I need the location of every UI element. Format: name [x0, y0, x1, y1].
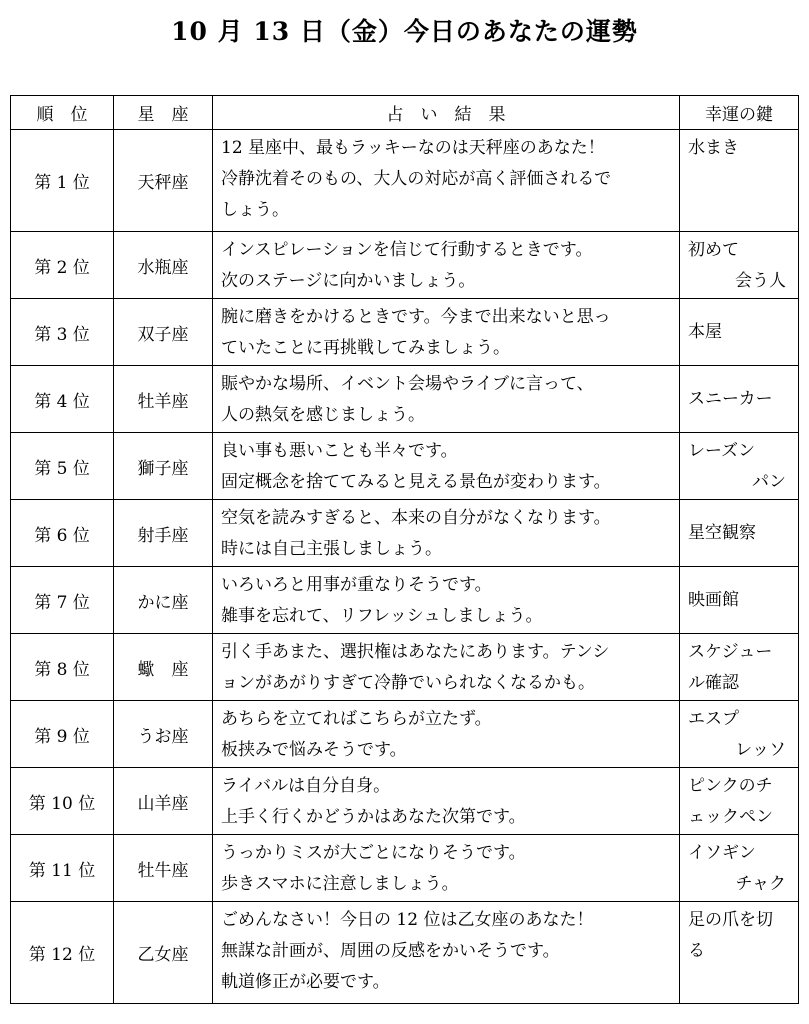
sign-cell: 双子座 — [114, 299, 213, 366]
key-cell — [680, 433, 799, 500]
table-row — [11, 433, 799, 500]
key-line: 会う人 — [735, 271, 786, 291]
table-row — [11, 701, 799, 768]
key-line: イソギン — [688, 843, 756, 863]
result-line: 固定概念を捨ててみると見える景色が変わります。 — [221, 472, 611, 492]
result-cell — [213, 567, 680, 634]
key-cell — [680, 701, 799, 768]
rank-cell: 第 5 位 — [11, 433, 114, 500]
key-cell — [680, 366, 799, 433]
result-line: 時には自己主張しましょう。 — [221, 539, 442, 559]
rank-cell: 第 12 位 — [11, 902, 114, 1004]
rank-cell: 第 11 位 — [11, 835, 114, 902]
rank-cell: 第 4 位 — [11, 366, 114, 433]
page-title: 10 月 13 日（金）今日のあなたの運勢 — [171, 17, 638, 46]
result-line: 良い事も悪いことも半々です。 — [221, 441, 458, 461]
key-cell — [680, 299, 799, 366]
key-line: パン — [752, 472, 786, 492]
result-cell — [213, 500, 680, 567]
result-line: 次のステージに向かいましょう。 — [221, 271, 476, 291]
sign-cell: 蠍 座 — [114, 634, 213, 701]
key-line: 初めて — [688, 240, 739, 260]
key-line: レーズン — [688, 441, 756, 461]
result-line: しょう。 — [221, 200, 289, 220]
rank-cell: 第 2 位 — [11, 232, 114, 299]
result-cell — [213, 701, 680, 768]
result-cell — [213, 768, 680, 835]
key-cell — [680, 567, 799, 634]
key-line: 本屋 — [688, 321, 722, 342]
table-row — [11, 366, 799, 433]
table-row — [11, 130, 799, 232]
key-line: スケジュー — [688, 642, 773, 662]
header-rank: 順 位 — [11, 96, 114, 130]
result-line: うっかりミスが大ごとになりそうです。 — [221, 843, 526, 863]
result-line: インスピレーションを信じて行動するときです。 — [221, 240, 593, 260]
key-line: レッソ — [735, 740, 786, 760]
sign-cell: 山羊座 — [114, 768, 213, 835]
result-cell — [213, 232, 680, 299]
key-cell — [680, 902, 799, 1004]
key-line: ェックペン — [688, 807, 773, 827]
key-line: 映画館 — [688, 589, 739, 610]
header-row — [11, 96, 799, 130]
key-line: ル確認 — [688, 673, 739, 693]
sign-cell: 射手座 — [114, 500, 213, 567]
key-cell — [680, 835, 799, 902]
result-cell — [213, 634, 680, 701]
table-row — [11, 232, 799, 299]
table-row — [11, 634, 799, 701]
header-sign: 星 座 — [114, 96, 213, 130]
result-line: 12 星座中、最もラッキーなのは天秤座のあなた！ — [221, 138, 605, 158]
fortune-table — [10, 95, 799, 1004]
rank-cell: 第 3 位 — [11, 299, 114, 366]
result-cell — [213, 130, 680, 232]
key-cell — [680, 634, 799, 701]
key-cell — [680, 232, 799, 299]
result-line: いろいろと用事が重なりそうです。 — [221, 575, 492, 595]
result-line: 歩きスマホに注意しましょう。 — [221, 874, 459, 894]
table-row — [11, 768, 799, 835]
table-row — [11, 902, 799, 1004]
sign-cell: 獅子座 — [114, 433, 213, 500]
key-cell — [680, 768, 799, 835]
table-row — [11, 500, 799, 567]
key-line: 水まき — [688, 138, 739, 158]
sign-cell: うお座 — [114, 701, 213, 768]
rank-cell: 第 8 位 — [11, 634, 114, 701]
result-line: 賑やかな場所、イベント会場やライブに言って、 — [221, 374, 594, 394]
key-cell — [680, 500, 799, 567]
result-cell — [213, 902, 680, 1004]
key-line: ピンクのチ — [688, 776, 773, 796]
result-line: 上手く行くかどうかはあなた次第です。 — [221, 807, 526, 827]
sign-cell: 水瓶座 — [114, 232, 213, 299]
rank-cell: 第 9 位 — [11, 701, 114, 768]
sign-cell: 天秤座 — [114, 130, 213, 232]
result-line: ョンがあがりすぎて冷静でいられなくなるかも。 — [221, 673, 595, 693]
key-line: エスプ — [688, 709, 739, 729]
result-line: 空気を読みすぎると、本来の自分がなくなります。 — [221, 508, 611, 528]
result-line: 雑事を忘れて、リフレッシュしましょう。 — [221, 606, 543, 626]
result-cell — [213, 835, 680, 902]
result-line: 引く手あまた、選択権はあなたにあります。テンシ — [221, 642, 610, 662]
rank-cell: 第 10 位 — [11, 768, 114, 835]
result-line: 腕に磨きをかけるときです。今まで出来ないと思っ — [221, 307, 611, 327]
rank-cell: 第 7 位 — [11, 567, 114, 634]
table-row — [11, 835, 799, 902]
result-line: ライバルは自分自身。 — [221, 776, 391, 796]
result-line: あちらを立てればこちらが立たず。 — [221, 709, 492, 729]
sign-cell: かに座 — [114, 567, 213, 634]
result-line: 軌道修正が必要です。 — [221, 972, 390, 992]
result-line: 無謀な計画が、周囲の反感をかいそうです。 — [221, 941, 560, 961]
key-line: 星空観察 — [688, 522, 756, 543]
result-line: ごめんなさい！今日の 12 位は乙女座のあなた！ — [221, 910, 594, 930]
header-result: 占 い 結 果 — [213, 96, 680, 130]
sign-cell: 牡羊座 — [114, 366, 213, 433]
table-row — [11, 299, 799, 366]
key-line: 足の爪を切 — [688, 910, 773, 930]
rank-cell: 第 1 位 — [11, 130, 114, 232]
result-line: ていたことに再挑戦してみましょう。 — [221, 338, 510, 358]
header-key: 幸運の鍵 — [680, 96, 799, 130]
sign-cell: 牡牛座 — [114, 835, 213, 902]
key-line: チャク — [735, 874, 786, 894]
result-line: 冷静沈着そのもの、大人の対応が高く評価されるで — [221, 169, 612, 189]
key-line: る — [688, 941, 705, 961]
key-cell — [680, 130, 799, 232]
key-line: スニーカー — [688, 388, 773, 409]
rank-cell: 第 6 位 — [11, 500, 114, 567]
sign-cell: 乙女座 — [114, 902, 213, 1004]
result-cell — [213, 433, 680, 500]
result-cell — [213, 366, 680, 433]
table-row — [11, 567, 799, 634]
result-cell — [213, 299, 680, 366]
result-line: 人の熱気を感じましょう。 — [221, 405, 425, 425]
result-line: 板挟みで悩みそうです。 — [221, 740, 407, 760]
